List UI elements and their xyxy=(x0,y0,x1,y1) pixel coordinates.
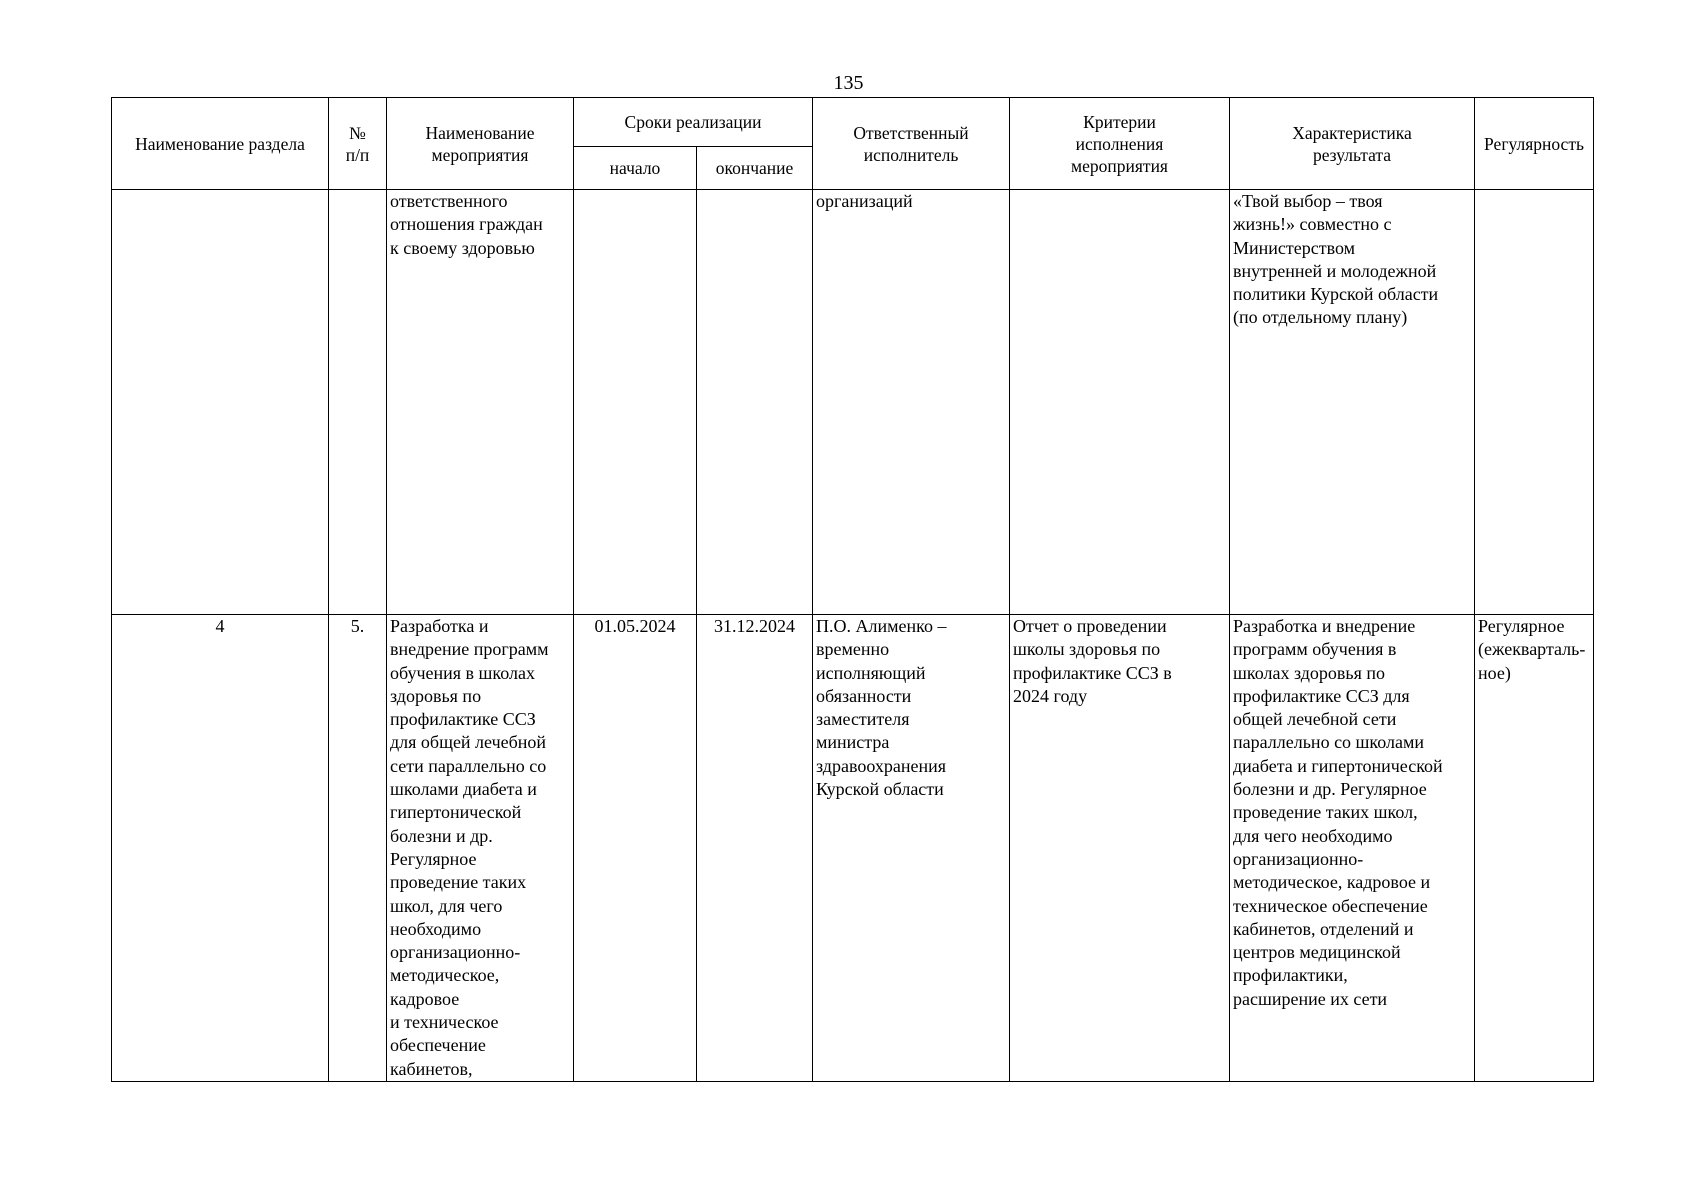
cell-responsible: П.О. Алименко – временно исполняющий обязанности заместителя министра здравоохранения Курской области xyxy=(813,615,1010,1082)
header-terms: Сроки реализации xyxy=(574,98,813,147)
header-end: окончание xyxy=(697,147,813,190)
header-start: начало xyxy=(574,147,697,190)
cell-section xyxy=(112,190,329,615)
cell-end: 31.12.2024 xyxy=(697,615,813,1082)
cell-number xyxy=(329,190,387,615)
cell-regularity: Регулярное (ежекварталь- ное) xyxy=(1475,615,1594,1082)
header-regularity: Регулярность xyxy=(1475,98,1594,190)
header-criteria: Критерии исполнения мероприятия xyxy=(1010,98,1230,190)
table-header xyxy=(112,98,1594,190)
table-row xyxy=(112,615,1594,1082)
events-table xyxy=(111,97,1594,1082)
cell-number: 5. xyxy=(329,615,387,1082)
cell-end xyxy=(697,190,813,615)
cell-event: Разработка и внедрение программ обучения в школах здоровья по профилактике ССЗ для общей лечебной сети параллельно со школами диабета и гипертонической болезни и др. Регулярное проведение таких школ, для чего необходимо организационно- методическое, кадровое и техническое обеспечение кабинетов, xyxy=(387,615,574,1082)
page-number: 135 xyxy=(833,72,864,94)
cell-regularity xyxy=(1475,190,1594,615)
cell-result: «Твой выбор – твоя жизнь!» совместно с Министерством внутренней и молодежной политики Курской области (по отдельному плану) xyxy=(1230,190,1475,615)
header-responsible: Ответственный исполнитель xyxy=(813,98,1010,190)
header-section: Наименование раздела xyxy=(112,98,329,190)
cell-event: ответственного отношения граждан к своему здоровью xyxy=(387,190,574,615)
cell-criteria: Отчет о проведении школы здоровья по профилактике ССЗ в 2024 году xyxy=(1010,615,1230,1082)
cell-result: Разработка и внедрение программ обучения в школах здоровья по профилактике ССЗ для общей лечебной сети параллельно со школами диабета и гипертонической болезни и др. Регулярное проведение таких школ, для чего необходимо организационно- методическое, кадровое и техническое обеспечение кабинетов, отделений и центров медицинской профилактики, расширение их сети xyxy=(1230,615,1475,1082)
cell-start: 01.05.2024 xyxy=(574,615,697,1082)
header-event: Наименование мероприятия xyxy=(387,98,574,190)
header-number: № п/п xyxy=(329,98,387,190)
cell-section: 4 xyxy=(112,615,329,1082)
cell-start xyxy=(574,190,697,615)
cell-responsible: организаций xyxy=(813,190,1010,615)
cell-criteria xyxy=(1010,190,1230,615)
table-row xyxy=(112,190,1594,615)
header-result: Характеристика результата xyxy=(1230,98,1475,190)
